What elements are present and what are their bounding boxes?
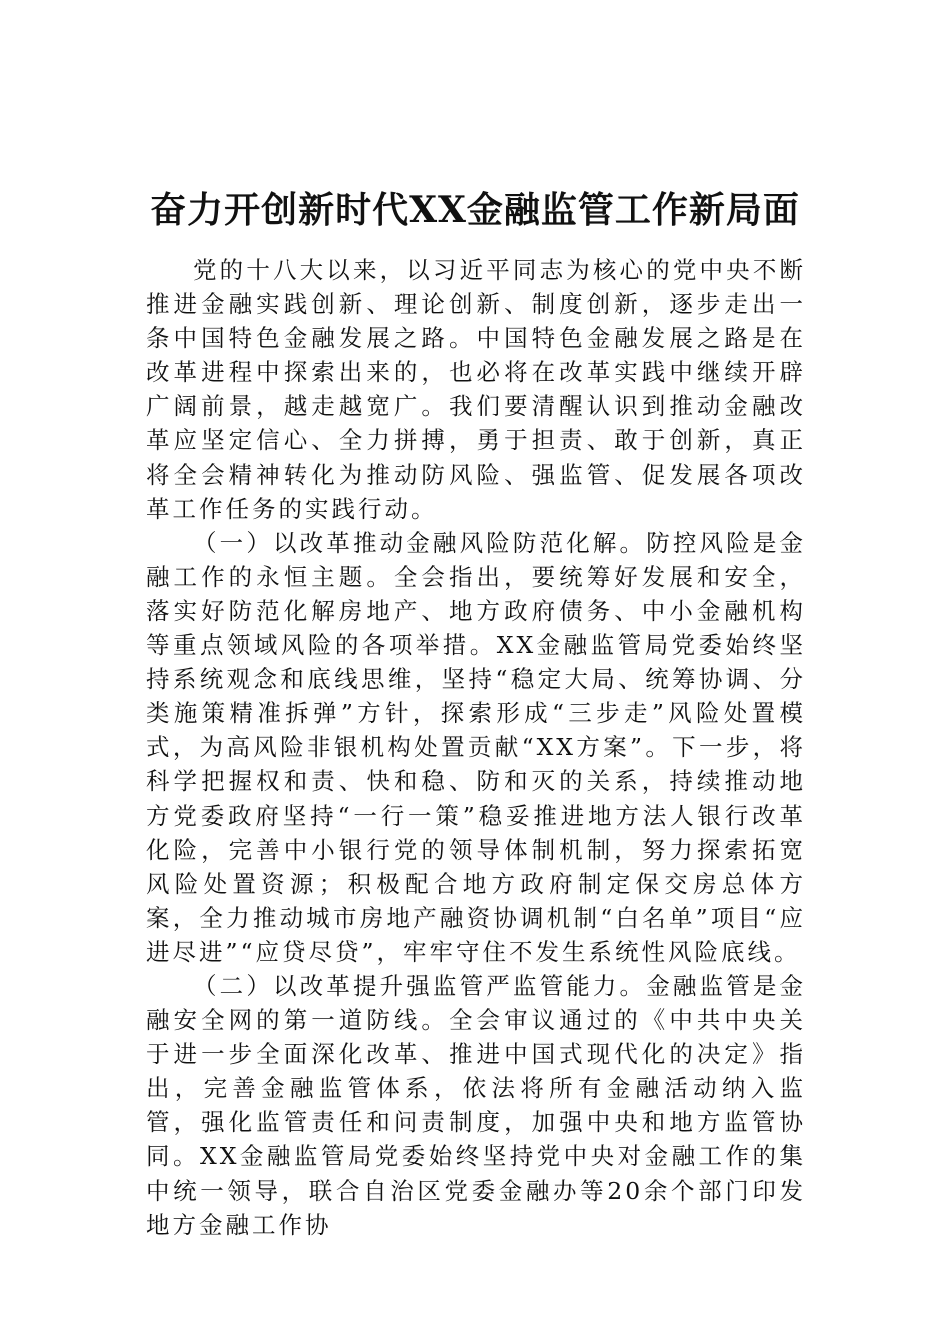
paragraph-intro bbox=[146, 253, 806, 526]
paragraph-lead: （一）以改革推动金融风险防范化解。 bbox=[193, 528, 647, 557]
paragraph-text: 防控风险是金融工作的永恒主题。全会指出，要统筹好发展和安全，落实好防范化解房地产、地方政府债务、中小金融机构等重点领域风险的各项举措。XX金融监管局党委始终坚持系统观念和底线思维，坚持“稳定大局、统筹协调、分类施策精准拆弹”方针，探索形成“三步走”风险处置模式，为高风险非银机构处置贡献“XX方案”。下一步，将科学把握权和责、快和稳、防和灭的关系，持续推动地方党委政府坚持“一行一策”稳妥推进地方法人银行改革化险，完善中小银行党的领导体制机制，努力探索拓宽风险处置资源；积极配合地方政府制定保交房总体方案，全力推动城市房地产融资协调机制“白名单”项目“应进尽进”“应贷尽贷”，牢牢守住不发生系统性风险底线。 bbox=[146, 528, 807, 966]
paragraph-lead: （二）以改革提升强监管严监管能力。 bbox=[193, 971, 647, 1000]
paragraph-section-2 bbox=[146, 969, 806, 1242]
paragraph-text: 金融监管是金融安全网的第一道防线。全会审议通过的《中共中央关于进一步全面深化改革、推进中国式现代化的决定》指出，完善金融监管体系，依法将所有金融活动纳入监管，强化监管责任和问责制度，加强中央和地方监管协同。XX金融监管局党委始终坚持党中央对金融工作的集中统一领导，联合自治区党委金融办等20余个部门印发地方金融工作协 bbox=[146, 971, 807, 1239]
document-body bbox=[146, 253, 806, 1242]
document-title: 奋力开创新时代XX金融监管工作新局面 bbox=[150, 189, 800, 232]
paragraph-text: 党的十八大以来，以习近平同志为核心的党中央不断推进金融实践创新、理论创新、制度创新，逐步走出一条中国特色金融发展之路。中国特色金融发展之路是在改革进程中探索出来的，也必将在改革实践中继续开辟广阔前景，越走越宽广。我们要清醒认识到推动金融改革应坚定信心、全力拼搏，勇于担责、敢于创新，真正将全会精神转化为推动防风险、强监管、促发展各项改革工作任务的实践行动。 bbox=[146, 256, 806, 523]
paragraph-section-1 bbox=[146, 526, 806, 969]
